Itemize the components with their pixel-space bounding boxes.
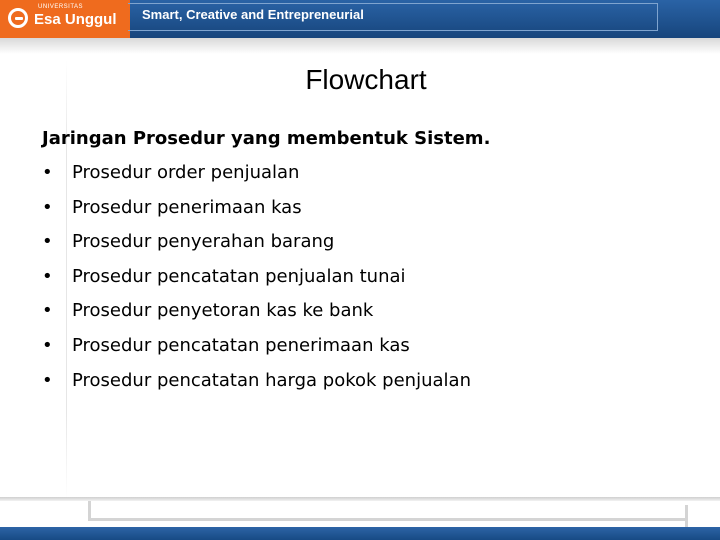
logo-small-text: UNIVERSITAS — [38, 4, 84, 10]
list-item — [42, 159, 682, 194]
list-item — [42, 367, 682, 402]
list-item — [42, 297, 682, 332]
footer-bar — [0, 527, 720, 540]
list-item — [42, 228, 682, 263]
list-item-text: Prosedur penyetoran kas ke bank — [72, 300, 374, 322]
tagline: Smart, Creative and Entrepreneurial — [142, 7, 364, 22]
bullet-icon: • — [42, 265, 53, 287]
slide-title: Flowchart — [305, 64, 427, 95]
procedure-list — [42, 159, 682, 401]
slide-content — [42, 125, 682, 401]
list-item-text: Prosedur pencatatan penerimaan kas — [72, 334, 410, 356]
list-item — [42, 332, 682, 367]
logo-name: Esa Unggul — [34, 11, 117, 28]
content-heading: Jaringan Prosedur yang membentuk Sistem. — [42, 128, 491, 149]
header-bar — [0, 0, 720, 38]
list-item — [42, 263, 682, 298]
logo-emblem-icon — [8, 8, 28, 28]
footer-frame — [88, 501, 688, 521]
header-shadow — [0, 38, 720, 54]
list-item-text: Prosedur order penjualan — [72, 162, 300, 183]
university-logo — [0, 0, 130, 38]
list-item — [42, 194, 682, 229]
bullet-icon: • — [42, 231, 53, 253]
bullet-icon: • — [42, 196, 53, 218]
bullet-icon: • — [42, 334, 53, 356]
bullet-icon: • — [42, 369, 53, 391]
list-item-text: Prosedur penyerahan barang — [72, 231, 335, 253]
bullet-icon: • — [42, 300, 53, 322]
bullet-icon: • — [42, 162, 53, 183]
list-item-text: Prosedur pencatatan penjualan tunai — [72, 265, 406, 287]
list-item-text: Prosedur pencatatan harga pokok penjualan — [72, 369, 471, 391]
list-item-text: Prosedur penerimaan kas — [72, 196, 302, 218]
